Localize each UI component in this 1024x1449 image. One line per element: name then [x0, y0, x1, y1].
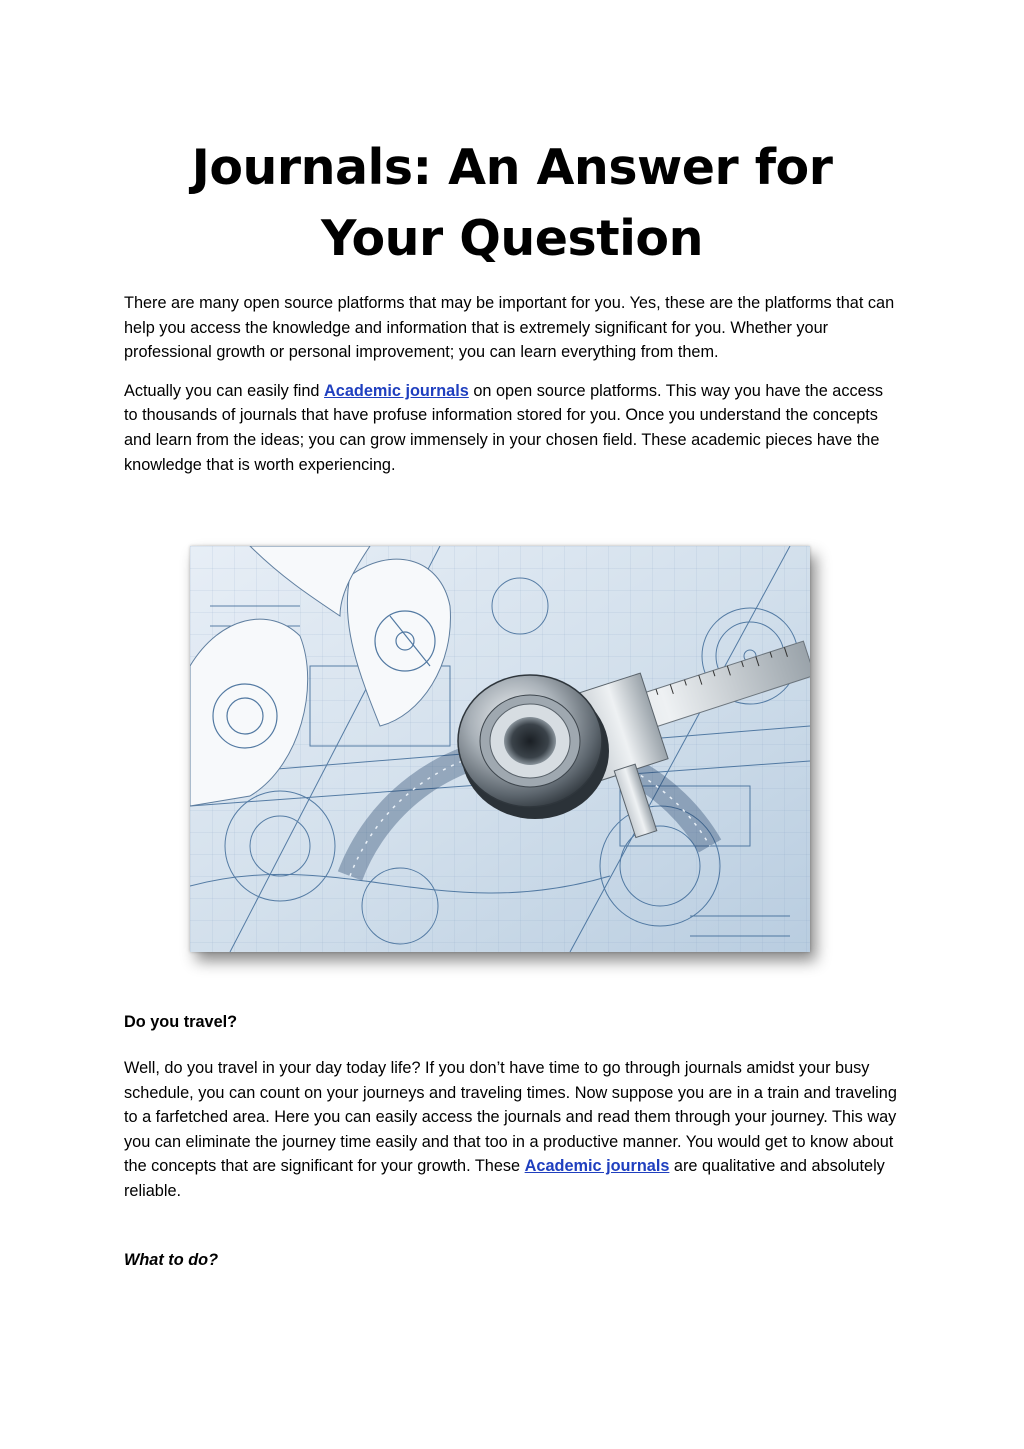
paragraph-text: Well, do you travel in your day today life? If you don’t have time to go through journals amidst your busy schedule, you can count on your journeys and traveling times. Now suppose you are in a train and traveling to a farfetched area. Here you can easily access the journals and read them through your journey. This way you can eliminate the journey time easily and that too in a productive manner. You would get to know about the concepts that are significant for your growth. These: [124, 1059, 897, 1176]
paragraph-text: on open source platforms. This way you have the access to thousands of journals that have profuse information stored for you. Once you understand the concepts and learn from the ideas; you can grow immensely in your chosen field. These academic pieces have the knowledge that is worth experiencing.: [124, 381, 883, 474]
document-page: [124, 0, 900, 477]
paragraph-text: Actually you can easily find: [124, 381, 325, 400]
academic-journals-paragraph: [124, 379, 900, 477]
blueprint-bearing-image: [190, 546, 810, 952]
blueprint-illustration: [190, 546, 810, 952]
intro-paragraph: There are many open source platforms that may be important for you. Yes, these are the platforms that can help you access the knowledge and information that is extremely significant for you. Whether your professional growth or personal improvement; you can learn everything from them.: [124, 294, 895, 362]
paragraph-text: are qualitative and absolutely reliable.: [124, 1157, 885, 1200]
document-title: Journals: An Answer for Your Question: [191, 139, 833, 267]
section-heading-what-to-do: What to do?: [124, 1251, 219, 1269]
travel-paragraph: [124, 1056, 900, 1204]
academic-journals-link[interactable]: Academic journals: [524, 1157, 670, 1176]
academic-journals-link[interactable]: Academic journals: [324, 381, 469, 400]
section-heading-travel: Do you travel?: [124, 1013, 238, 1031]
